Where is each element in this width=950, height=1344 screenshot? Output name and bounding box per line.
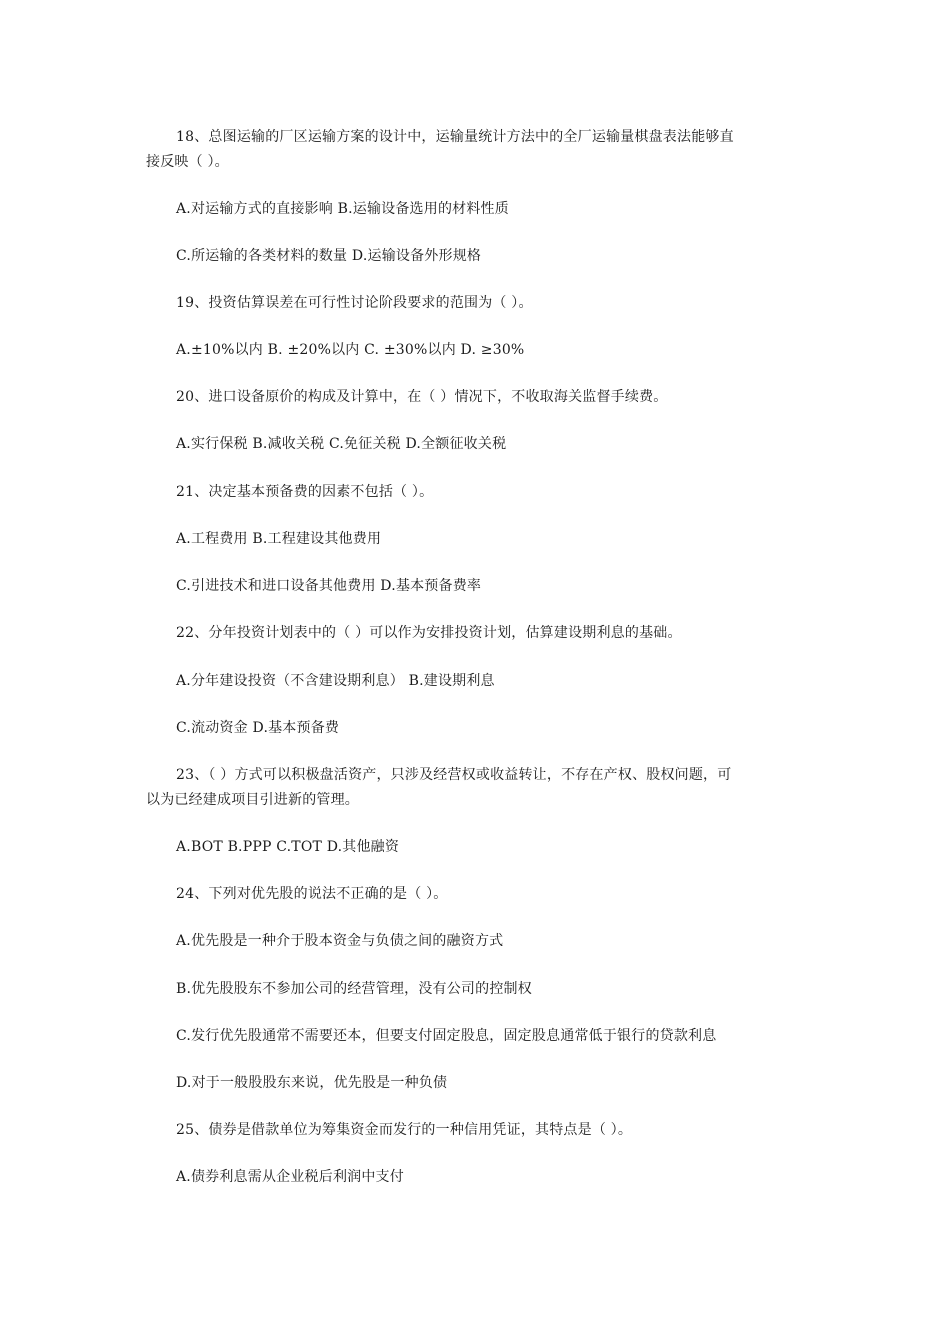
question-24: 24、下列对优先股的说法不正确的是（ ）。 [176,886,448,902]
question-24-option-d: D.对于一般股股东来说，优先股是一种负债 [176,1075,448,1091]
question-21: 21、决定基本预备费的因素不包括（ ）。 [176,484,434,500]
question-18-line-1: 18、总图运输的厂区运输方案的设计中，运输量统计方法中的全厂运输量棋盘表法能够直 [176,129,734,145]
question-18-line-2: 接反映（ ）。 [146,154,229,170]
question-18-options-cd: C.所运输的各类材料的数量 D.运输设备外形规格 [176,248,482,264]
question-23-line-1: 23、（ ）方式可以积极盘活资产，只涉及经营权或收益转让，不存在产权、股权问题，可 [176,767,732,783]
question-23-options: A.BOT B.PPP C.TOT D.其他融资 [176,839,400,855]
question-24-option-c: C.发行优先股通常不需要还本，但要支付固定股息，固定股息通常低于银行的贷款利息 [176,1028,717,1044]
question-22-options-ab: A.分年建设投资（不含建设期利息） B.建设期利息 [176,673,495,689]
question-19-options: A.±10%以内 B. ±20%以内 C. ±30%以内 D. ≥30% [176,342,525,358]
question-23-line-2: 以为已经建成项目引进新的管理。 [146,792,359,808]
question-24-option-a: A.优先股是一种介于股本资金与负债之间的融资方式 [176,933,504,949]
question-22: 22、分年投资计划表中的（ ）可以作为安排投资计划，估算建设期利息的基础。 [176,625,682,641]
question-21-options-cd: C.引进技术和进口设备其他费用 D.基本预备费率 [176,578,482,594]
question-25-option-a: A.债券利息需从企业税后利润中支付 [176,1169,404,1185]
question-25: 25、债券是借款单位为筹集资金而发行的一种信用凭证，其特点是（ ）。 [176,1122,633,1138]
question-22-options-cd: C.流动资金 D.基本预备费 [176,720,340,736]
question-21-options-ab: A.工程费用 B.工程建设其他费用 [176,531,382,547]
question-24-option-b: B.优先股股东不参加公司的经营管理，没有公司的控制权 [176,981,532,997]
question-18-options-ab: A.对运输方式的直接影响 B.运输设备选用的材料性质 [176,201,509,217]
question-20: 20、进口设备原价的构成及计算中，在（ ）情况下，不收取海关监督手续费。 [176,389,668,405]
question-20-options: A.实行保税 B.减收关税 C.免征关税 D.全额征收关税 [176,436,507,452]
question-19: 19、投资估算误差在可行性讨论阶段要求的范围为（ ）。 [176,295,533,311]
